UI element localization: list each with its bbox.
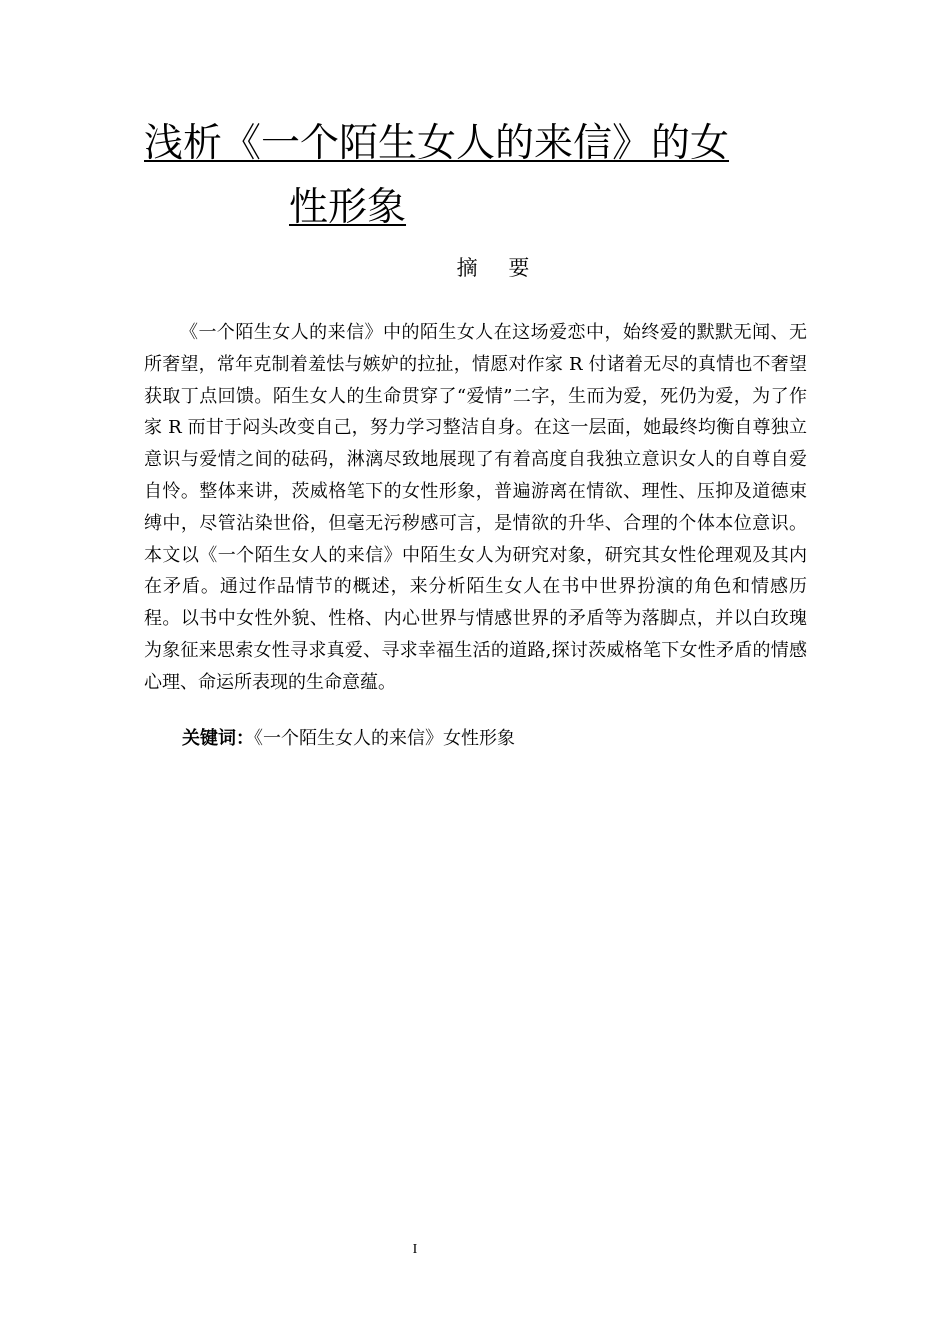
abstract-body: 《一个陌生女人的来信》中的陌生女人在这场爱恋中，始终爱的默默无闻、无所奢望，常年克制着羞怯与嫉妒的拉扯，情愿对作家 R 付诸着无尽的真情也不奢望获取丁点回馈。陌生女人的生命贯穿了“爱情”二字，生而为爱，死仍为爱，为了作家 R 而甘于闷头改变自己，努力学习整洁自身。在这一层面，她最终均衡自尊独立意识与爱情之间的砝码，淋漓尽致地展现了有着高度自我独立意识女人的自尊自爱自怜。整体来讲，茨威格笔下的女性形象，普遍游离在情欲、理性、压抑及道德束缚中，尽管沾染世俗，但毫无污秽感可言，是情欲的升华、合理的个体本位意识。本文以《一个陌生女人的来信》中陌生女人为研究对象，研究其女性伦理观及其内在矛盾。通过作品情节的概述，来分析陌生女人在书中世界扮演的角色和情感历程。以书中女性外貌、性格、内心世界与情感世界的矛盾等为落脚点，并以白玫瑰为象征来思索女性寻求真爱、寻求幸福生活的道路,探讨茨威格笔下女性矛盾的情感心理、命运所表现的生命意蕴。 bbox=[144, 322, 807, 693]
page-number: I bbox=[412, 1242, 418, 1257]
keywords-line bbox=[182, 724, 515, 753]
document-title-line-2: 性形象 bbox=[289, 185, 407, 230]
document-title-line-1: 浅析《一个陌生女人的来信》的女 bbox=[144, 121, 730, 166]
abstract-heading: 摘 要 bbox=[456, 256, 542, 280]
keywords-value: 《一个陌生女人的来信》女性形象 bbox=[254, 728, 515, 749]
keywords-label: 关键词： bbox=[182, 728, 254, 749]
